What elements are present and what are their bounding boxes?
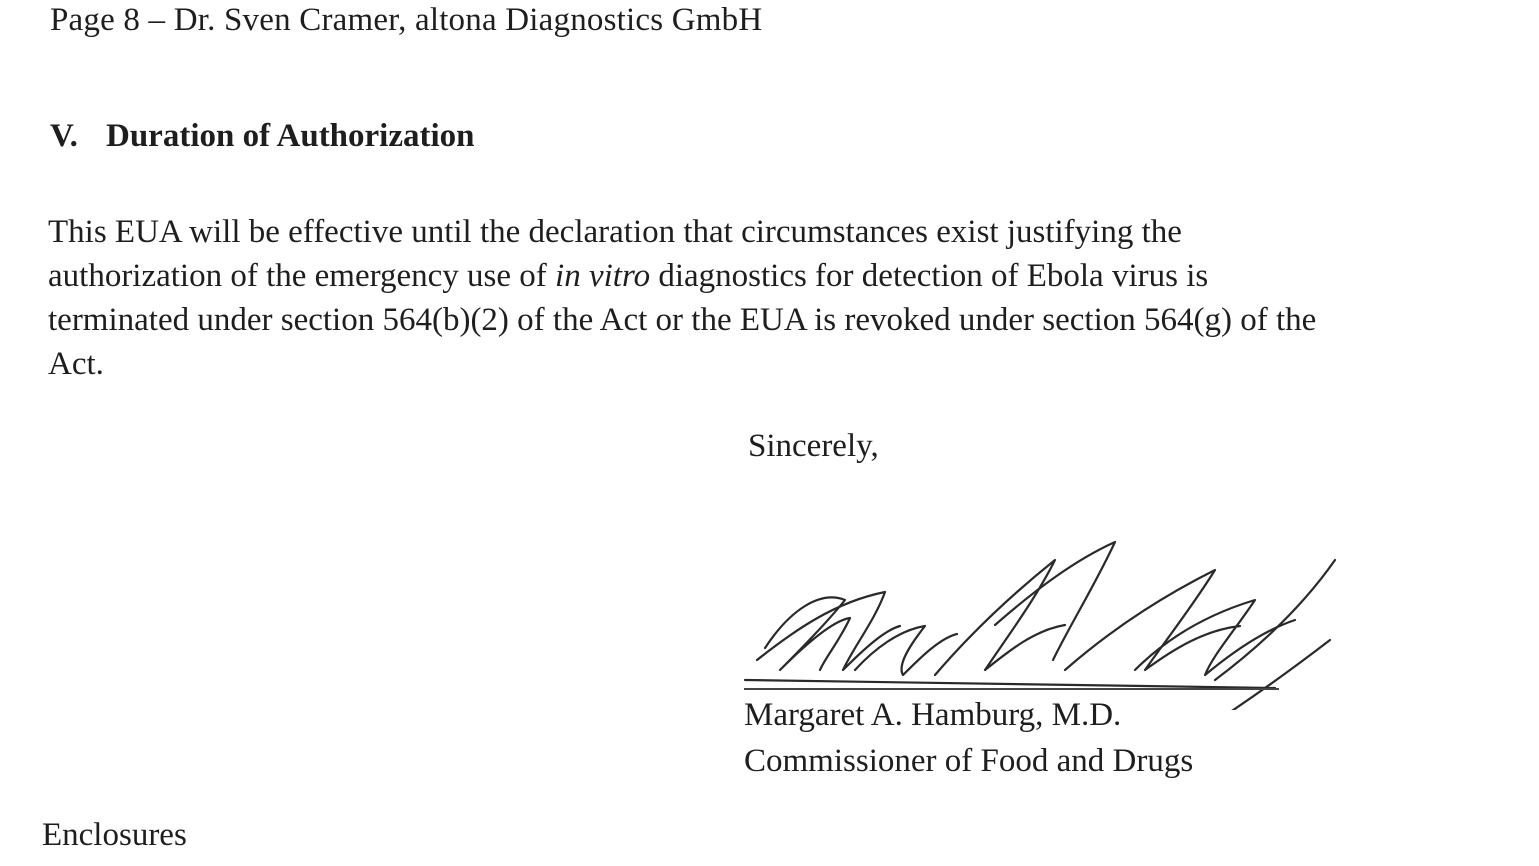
body-text: authorization of the emergency use of	[48, 258, 556, 294]
signer-title: Commissioner of Food and Drugs	[744, 743, 1194, 779]
closing-salutation: Sincerely,	[748, 428, 879, 464]
enclosures-label: Enclosures	[42, 817, 187, 853]
body-line: This EUA will be effective until the declaration that circumstances exist justifying the	[48, 214, 1182, 250]
signer-name: Margaret A. Hamburg, M.D.	[744, 697, 1122, 733]
italic-term: in vitro	[555, 258, 651, 294]
page-header: Page 8 – Dr. Sven Cramer, altona Diagnostics GmbH	[50, 2, 763, 38]
body-paragraph	[48, 210, 1528, 386]
section-heading	[50, 118, 475, 155]
body-line: Act.	[48, 346, 104, 382]
body-line: terminated under section 564(b)(2) of the Act or the EUA is revoked under section 564(g) of the	[48, 302, 1317, 338]
body-line	[48, 254, 1528, 298]
body-text: diagnostics for detection of Ebola virus is	[650, 258, 1209, 294]
handwritten-signature	[735, 530, 1355, 710]
signature-block	[744, 692, 1193, 784]
section-number: V.	[50, 118, 78, 154]
signature-rule	[744, 688, 1279, 690]
section-title: Duration of Authorization	[106, 118, 475, 154]
